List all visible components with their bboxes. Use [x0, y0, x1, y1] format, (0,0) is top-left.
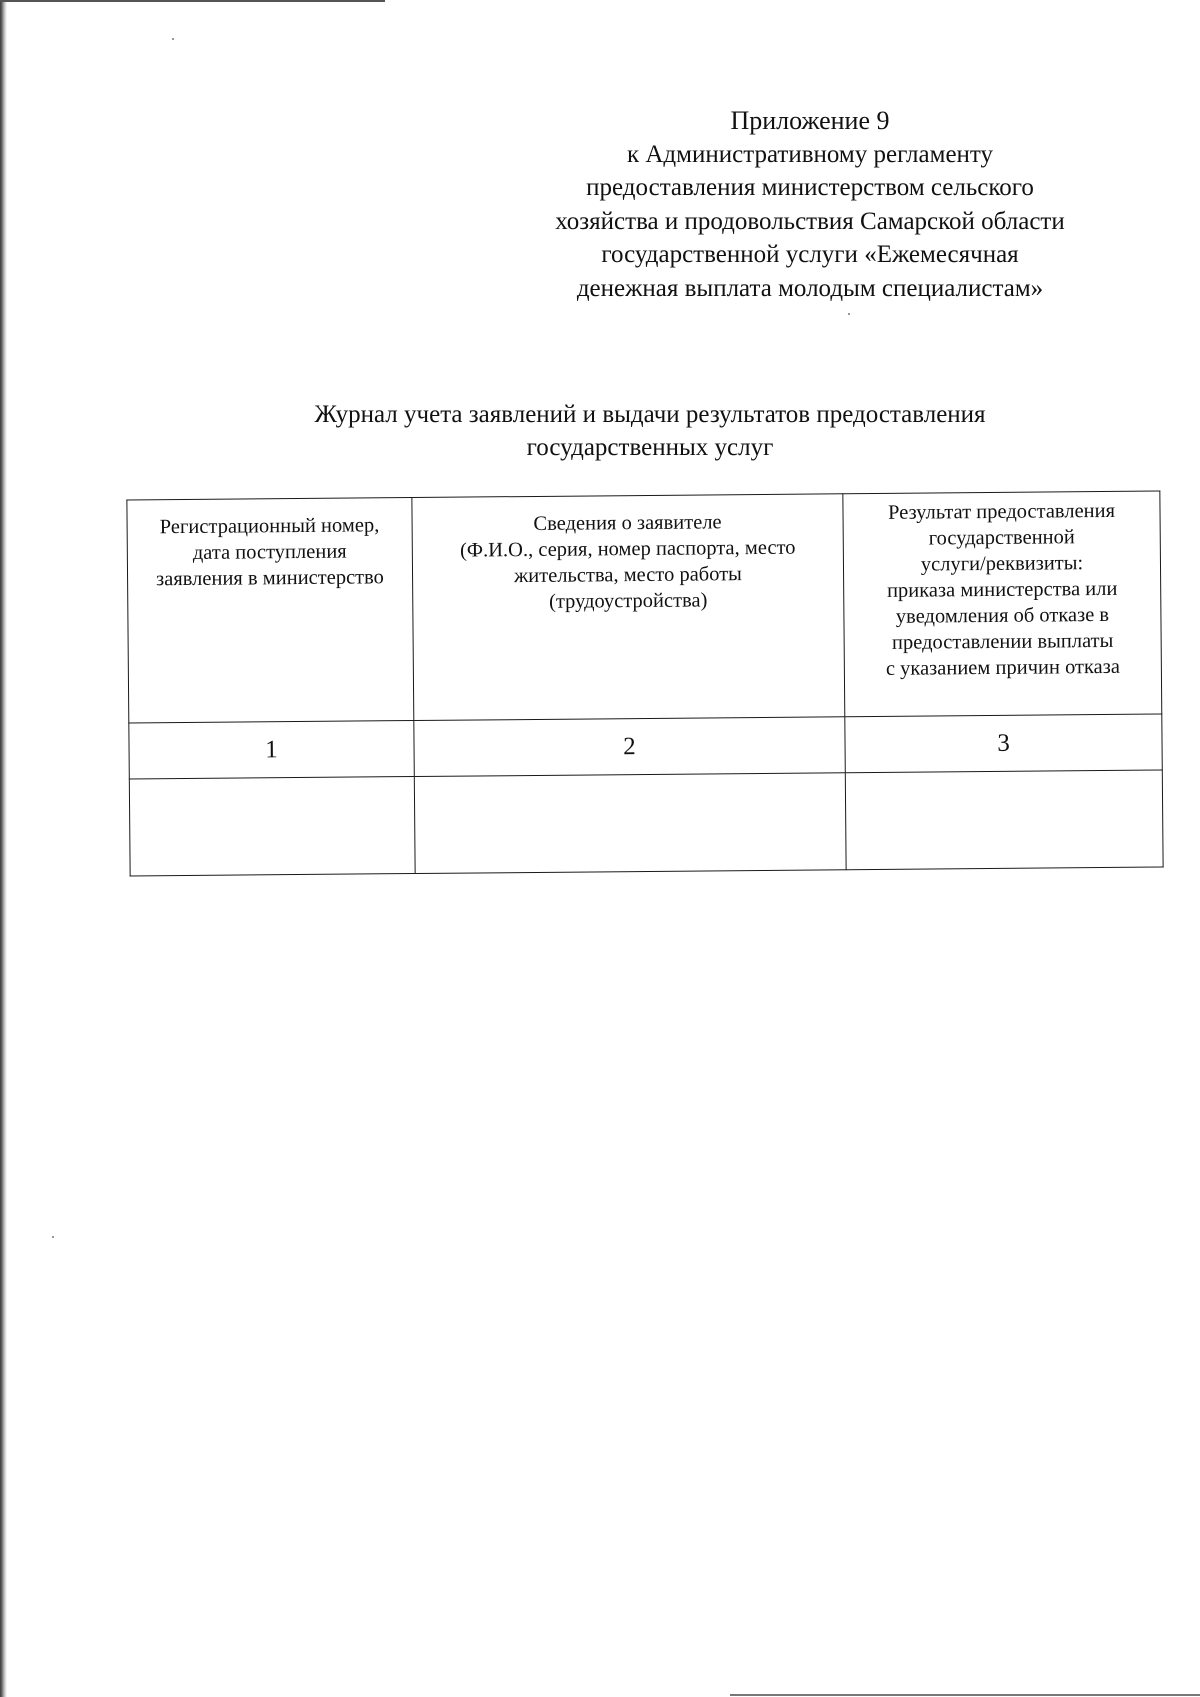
table-cell[interactable] — [129, 777, 415, 876]
column-number-cell: 3 — [845, 714, 1162, 773]
table-cell[interactable] — [414, 773, 846, 874]
scan-speck — [52, 1236, 54, 1238]
column-number-row — [129, 714, 1162, 779]
header-text: Сведения о заявителе (Ф.И.О., серия, номер паспорта, место жительства, место работы (трудоустройства) — [459, 511, 796, 613]
appendix-line: к Административному регламенту — [626, 140, 994, 168]
appendix-line: государственной услуги «Ежемесячная — [601, 241, 1019, 268]
table-row — [129, 770, 1163, 876]
scan-top-edge — [0, 0, 385, 2]
appendix-heading — [480, 104, 1140, 305]
header-text: Регистрационный номер, дата поступления заявления в министерство — [155, 514, 384, 591]
header-cell-registration — [127, 498, 414, 723]
scan-speck — [848, 313, 850, 315]
journal-title-line: государственных услуг — [526, 434, 774, 461]
column-number-cell: 1 — [129, 721, 414, 779]
table-header-row — [127, 491, 1162, 723]
appendix-line: Приложение 9 — [730, 106, 890, 135]
appendix-line: денежная выплата молодым специалистам» — [576, 274, 1044, 302]
header-text: Результат предоставления государственной услуги/реквизиты: приказа министерства или уведомления об отказе в предоставлении выплаты с указанием причин отказа — [885, 499, 1121, 680]
scan-bottom-edge — [730, 1694, 1200, 1696]
header-cell-applicant — [412, 494, 845, 721]
appendix-line: хозяйства и продовольствия Самарской области — [555, 207, 1065, 235]
register-table — [126, 490, 1163, 876]
scan-speck — [172, 38, 174, 40]
header-cell-result — [843, 491, 1162, 717]
journal-title — [200, 398, 1100, 464]
appendix-line: предоставления министерством сельского — [586, 174, 1034, 201]
scan-left-edge — [0, 0, 7, 1697]
table-cell[interactable] — [845, 770, 1163, 870]
column-number-cell: 2 — [414, 717, 846, 777]
journal-title-line: Журнал учета заявлений и выдачи результатов предоставления — [314, 401, 986, 428]
